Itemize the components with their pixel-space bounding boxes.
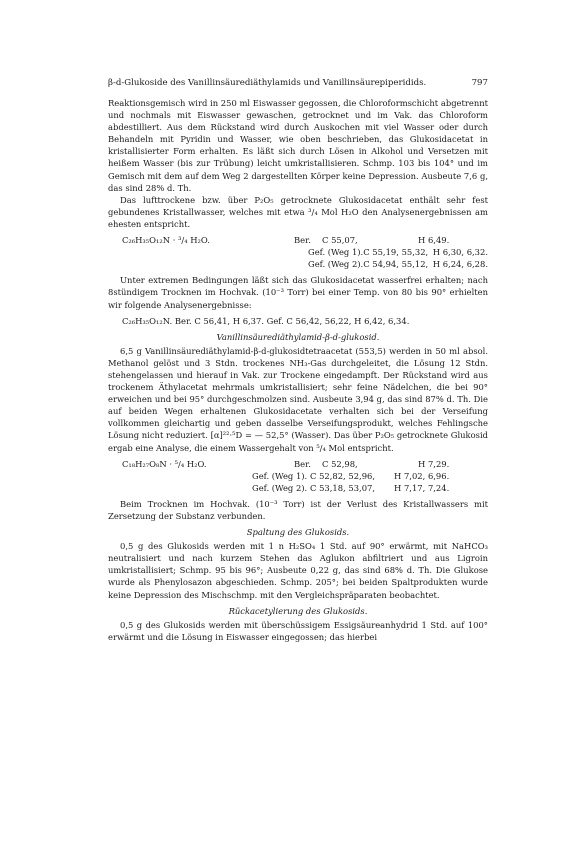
running-title: β-d-Glukoside des Vanillinsäurediäthylamids und Vanillinsäurepiperidids. (108, 78, 427, 88)
running-header (108, 77, 488, 89)
page-number: 797 (471, 78, 488, 88)
analysis-1-row-0-h: H 6,49. (418, 235, 450, 246)
body-text (108, 97, 488, 643)
section-heading-spaltung: Spaltung des Glukosids. (246, 527, 350, 538)
analysis-3-row-2-c: C 53,18, 53,07, (310, 482, 376, 493)
analysis-3-row-0-h: H 7,29. (418, 458, 450, 469)
analysis-1-row-2-c: C 54,94, 55,12, (363, 259, 429, 270)
analysis-3-row-2-label: Gef. (Weg 2). (252, 482, 308, 493)
analysis-1-row-2-h: H 6,24, 6,28. (432, 259, 488, 270)
paragraph-5: Beim Trocknen im Hochvak. (10⁻³ Torr) ist der Verlust des Kristallwassers mit Zersetzung der Substanz verbunden. (108, 498, 488, 521)
paragraph-3: Unter extremen Bedingungen läßt sich das Glukosidacetat wasserfrei erhalten; nach 8stündigem Trocknen im Hochvak. (10⁻³ Torr) bei einer Temp. von 80 bis 90° erhielten wir folgende Analysenergebnisse: (108, 275, 488, 310)
analysis-block-1 (122, 234, 488, 270)
analysis-3-formula: C₁₈H₂₇O₈N · ⁵/₄ H₂O. (122, 458, 207, 469)
analysis-3-row-0-label: Ber. (294, 458, 311, 469)
analysis-1-row-2-label: Gef. (Weg 2). (308, 259, 364, 270)
analysis-3-row-2-h: H 7,17, 7,24. (394, 482, 450, 493)
analysis-block-3 (122, 458, 488, 494)
section-heading-glukosid: Vanillinsäurediäthylamid-β-d-glukosid. (216, 331, 380, 342)
analysis-1-row-1-h: H 6,30, 6,32. (432, 247, 488, 258)
paragraph-4: 6,5 g Vanillinsäurediäthylamid-β-d-glukosidtetraacetat (553,5) werden in 50 ml absol. Methanol gelöst und 3 Stdn. trockenes NH₃-Gas durchgeleitet, die Lösung 12 Stdn. stehengelassen und hierauf in Vak. zur Trockene eingedampft. Der Rückstand wird aus trockenem Äthylacetat mehrmals umkristallisiert; sehr feine Nädelchen, die bei 90° erweichen und bei 95° durchgeschmolzen sind. Ausbeute 3,94 g, das sind 87% d. Th. Die auf beiden Wegen erhaltenen Glukosidacetate verhalten sich bei der Verseifung vollkommen gleichartig und geben dasselbe Verseifungsprodukt, welches Fehlingsche Lösung nicht reduziert. [α]²²·⁵D = — 52,5° (Wasser). Das über P₂O₅ getrocknete Glukosid ergab eine Analyse, die einem Wassergehalt von ⁵/₄ Mol entspricht. (108, 345, 488, 453)
section-heading-rueckacetylierung: Rückacetylierung des Glukosids. (228, 605, 368, 616)
analysis-3-row-1-h: H 7,02, 6,96. (394, 470, 450, 481)
analysis-1-row-0-c: C 55,07, (322, 235, 358, 246)
analysis-1-row-0-label: Ber. (294, 235, 311, 246)
analysis-block-2: C₂₆H₃₅O₁₂N. Ber. C 56,41, H 6,37. Gef. C 56,42, 56,22, H 6,42, 6,34. (122, 315, 410, 326)
paragraph-1: Reaktionsgemisch wird in 250 ml Eiswasser gegossen, die Chloroformschicht abgetrennt und nochmals mit Eiswasser gewaschen, getrocknet und im Vak. das Chloroform abdestilliert. Aus dem Rückstand wird durch Auskochen mit viel Wasser oder durch Behandeln mit Pyridin und Wasser, wie oben beschrieben, das Glukosidacetat in kristallisierter Form erhalten. Es läßt sich durch Lösen in Alkohol und Versetzen mit heißem Wasser (bis zur Trübung) leicht umkristallisieren. Schmp. 103 bis 104° und im Gemisch mit dem auf dem Weg 2 dargestellten Körper keine Depression. Ausbeute 7,6 g, das sind 28% d. Th. (108, 98, 488, 193)
analysis-3-row-1-label: Gef. (Weg 1). (252, 470, 308, 481)
paragraph-6: 0,5 g des Glukosids werden mit 1 n H₂SO₄ 1 Std. auf 90° erwärmt, mit NaHCO₃ neutralisiert und nach kurzem Stehen das Aglukon abfiltriert und aus Ligroin umkristallisiert; Schmp. 95 bis 96°; Ausbeute 0,22 g, das sind 68% d. Th. Die Glukose wurde als Phenylosazon abgeschieden. Schmp. 205°; bei beiden Spaltprodukten wurde keine Depression des Mischschmp. mit den Vergleichspräparaten beobachtet. (108, 541, 488, 600)
analysis-3-row-0-c: C 52,98, (322, 458, 358, 469)
analysis-3-row-1-c: C 52,82, 52,96, (310, 470, 376, 481)
analysis-1-formula: C₂₆H₃₅O₁₂N · ³/₄ H₂O. (122, 235, 210, 246)
analysis-1-row-1-c: C 55,19, 55,32, (363, 247, 429, 258)
analysis-1-row-1-label: Gef. (Weg 1). (308, 247, 364, 258)
paragraph-2: Das lufttrockene bzw. über P₂O₅ getrocknete Glukosidacetat enthält sehr fest gebundenes Kristallwasser, welches mit etwa ³/₄ Mol H₂O den Analysenergebnissen am ehesten entspricht. (108, 194, 488, 229)
paragraph-7: 0,5 g des Glukosids werden mit überschüssigem Essigsäureanhydrid 1 Std. auf 100° erwärmt und die Lösung in Eiswasser eingegossen; das hierbei (108, 619, 488, 642)
